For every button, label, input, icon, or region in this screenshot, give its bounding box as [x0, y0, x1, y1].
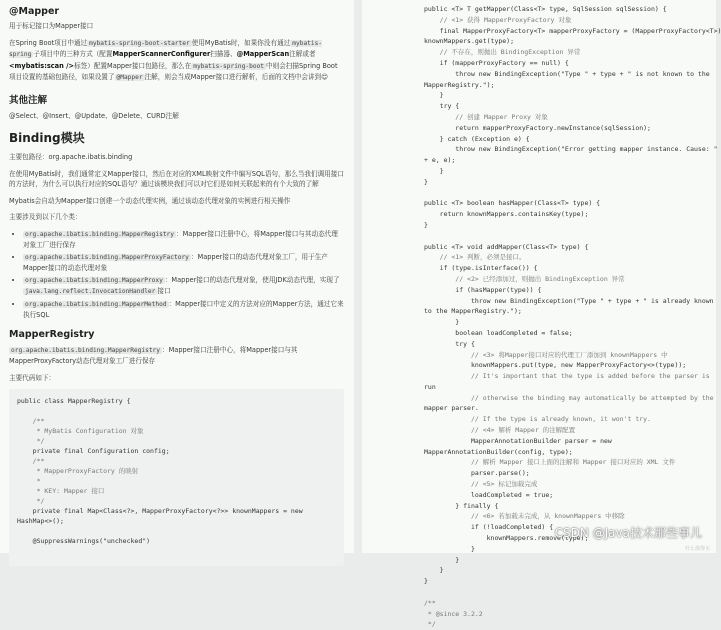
code-line: }	[439, 166, 444, 175]
code-line: throw new BindingException("Type " + type + " is already known	[470, 296, 714, 305]
mapper-intro: 用于标记接口为Mapper接口	[9, 22, 94, 30]
list-item: • org.apache.ibatis.binding.MapperMethod ：Mapper接口中定义的方法对应的Mapper方法，通过它来执行SQL	[23, 299, 344, 321]
code-line: *	[36, 477, 41, 485]
code-line: if (!loadCompleted) {	[470, 523, 554, 532]
code-line: * @since 3.2.2	[427, 609, 483, 618]
code-line: knownMappers.get(type);	[424, 37, 515, 46]
heading-binding-module: Binding模块	[9, 131, 85, 145]
code-line: /**	[424, 598, 436, 607]
binding-description: 在使用MyBatis时，我们通常定义Mapper接口，然后在对应的XML映射文件中编写SQL语句，那么当我们调用接口的方法时，为什么可以执行对应的SQL语句？通过该模块我们可以对它们是如何关联起来的有个大致的了解	[9, 169, 344, 188]
list-item: • org.apache.ibatis.binding.MapperProxy ：Mapper接口的动态代理对象，使用JDK动态代理，实现了java.lang.reflect.InvocationHandler 接口	[23, 275, 344, 298]
code-line: MapperAnnotationBuilder parser = new	[470, 436, 612, 445]
heading-mapper: @Mapper	[9, 6, 60, 17]
right-page	[362, 0, 721, 629]
heading-mapper-registry: MapperRegistry	[9, 328, 95, 340]
code-line: }	[439, 566, 444, 575]
code-line: private final Map<Class<?>, MapperProxyFactory<?>> knownMappers = new	[32, 507, 303, 515]
class-list	[9, 229, 344, 321]
classes-intro: 主要涉及到以下几个类：	[9, 213, 82, 221]
code-line: final MapperProxyFactory<T> mapperProxyFactory = (MapperProxyFactory<T>)	[439, 26, 721, 35]
code-line: /**	[32, 417, 45, 425]
code-block-left	[9, 389, 344, 566]
watermark-small: 什么值得买	[684, 546, 710, 552]
code-line: return knownMappers.containsKey(type);	[439, 210, 589, 219]
code-line: if (hasMapper(type)) {	[455, 285, 542, 294]
left-content	[0, 0, 354, 566]
left-page	[0, 0, 354, 553]
code-line: knownMappers.remove(type);	[486, 534, 589, 543]
code-line: + e, e);	[424, 156, 456, 165]
code-line: @SuppressWarnings("unchecked")	[17, 537, 151, 545]
binding-package: 主要包路径：org.apache.ibatis.binding	[9, 153, 133, 161]
code-line: * MyBatis Configuration 对象	[36, 427, 144, 435]
code-line: MapperAnnotationBuilder(config, type);	[424, 447, 573, 456]
code-line: loadCompleted = true;	[470, 490, 554, 499]
code-line: * MapperProxyFactory 的映射	[36, 467, 139, 475]
code-line: to the MapperRegistry.");	[424, 307, 522, 316]
code-line: throw new BindingException("Error getting mapper instance. Cause: "	[455, 145, 718, 154]
code-line: }	[424, 177, 428, 186]
code-line: if (type.isInterface()) {	[439, 264, 538, 273]
code-line: } catch (Exception e) {	[439, 134, 530, 143]
list-item: • org.apache.ibatis.binding.MapperProxyFactory ：Mapper接口的动态代理对象工厂，用于生产Mapper接口的动态代理对象	[23, 252, 344, 274]
code-line: run	[424, 382, 436, 391]
registry-description: org.apache.ibatis.binding.MapperRegistry ：Mapper接口注册中心，将Mapper接口与其MapperProxyFactory动态代理对象工厂进行保存	[9, 345, 298, 365]
code-line: /**	[32, 457, 45, 465]
code-line: try {	[455, 339, 475, 348]
code-line: }	[424, 577, 428, 586]
code-line: public <T> T getMapper(Class<T> type, SqlSession sqlSession) {	[424, 5, 667, 13]
code-line: // <6> 若加载未完成，从 knownMappers 中移除	[470, 512, 625, 521]
code-line: // otherwise the binding may automatically be attempted by the	[470, 393, 714, 402]
code-line: * KEY: Mapper 接口	[36, 487, 105, 495]
code-line: } finally {	[455, 501, 499, 510]
code-line: // 不存在，则抛出 BindingException 异常	[439, 48, 581, 57]
other-annotations-text: @Select、@Insert、@Update、@Delete、CURD注解	[9, 111, 179, 120]
code-line: knownMappers.put(type, new MapperProxyFactory<>(type));	[470, 361, 687, 370]
code-line: // It's important that the type is added before the parser is	[470, 372, 710, 381]
code-text-left	[17, 396, 344, 546]
code-line: // <1> 获得 MapperProxyFactory 对象	[439, 15, 572, 24]
code-line: */	[36, 437, 45, 445]
heading-other-annotations: 其他注解	[9, 94, 48, 106]
code-line: */	[36, 497, 45, 505]
code-line: public class MapperRegistry {	[17, 397, 131, 405]
code-line: parser.parse();	[470, 469, 530, 478]
binding-description-2: Mybatis会自动为Mapper接口创建一个动态代理实例，通过该动态代理对象的实例进行相关操作	[9, 196, 291, 205]
code-line: try {	[439, 102, 460, 111]
code-line: // If the type is already known, it won't try.	[470, 415, 651, 424]
code-line: return mapperProxyFactory.newInstance(sqlSession);	[455, 123, 651, 132]
code-line: boolean loadCompleted = false;	[455, 328, 573, 337]
code-line: // <2> 已经添加过，则抛出 BindingException 异常	[455, 274, 625, 283]
code-line: }	[455, 318, 460, 327]
code-line: if (mapperProxyFactory == null) {	[439, 58, 569, 67]
list-item: • org.apache.ibatis.binding.MapperRegistry ：Mapper接口注册中心，将Mapper接口与其动态代理对象工厂进行保存	[23, 229, 344, 251]
code-line: */	[424, 620, 436, 629]
code-line: }	[455, 555, 460, 564]
mapper-description: 在Spring Boot项目中通过 mybatis-spring-boot-starter 使用MyBatis时，如果你没有通过 mybatis-spring 子项目中的三种方式（配置MapperScannerConfigurer扫描器、@MapperScan注解或者<mybatis:scan />标签）配置Mapper接口包路径，那么在 mybatis-spring-boot 中则会扫描Spring Boot项目设置的基础包路径，如果设置了 @Mapper 注解，则会当成Mapper接口进行解析，后面的文档中会讲到😊	[9, 38, 338, 81]
code-line: mapper parser.	[424, 404, 479, 413]
main-code-label: 主要代码如下：	[9, 373, 56, 382]
watermark: CSDN @Java技术那些事儿	[554, 526, 702, 540]
code-line: }	[470, 544, 475, 553]
code-line: throw new BindingException("Type " + type + " is not known to the	[455, 69, 710, 78]
code-line: // 创建 Mapper Proxy 对象	[455, 112, 548, 121]
code-line: // 解析 Mapper 接口上面的注解和 Mapper 接口对应的 XML 文件	[470, 458, 676, 467]
code-line: // <3> 将Mapper接口对应的代理工厂添加到 knownMappers 中	[470, 350, 668, 359]
code-line: // <5> 标记加载完成	[470, 480, 538, 489]
code-line: public <T> void addMapper(Class<T> type) {	[424, 242, 589, 251]
code-line: // <1> 判断，必须是接口。	[439, 253, 526, 262]
code-line: // <4> 解析 Mapper 的注解配置	[470, 426, 576, 435]
code-line: HashMap<>();	[17, 517, 64, 525]
code-line: }	[424, 220, 428, 229]
code-line: }	[439, 91, 444, 100]
code-line: MapperRegistry.");	[424, 80, 495, 89]
code-line: private final Configuration config;	[32, 447, 170, 455]
code-line: public <T> boolean hasMapper(Class<T> type) {	[424, 199, 601, 208]
